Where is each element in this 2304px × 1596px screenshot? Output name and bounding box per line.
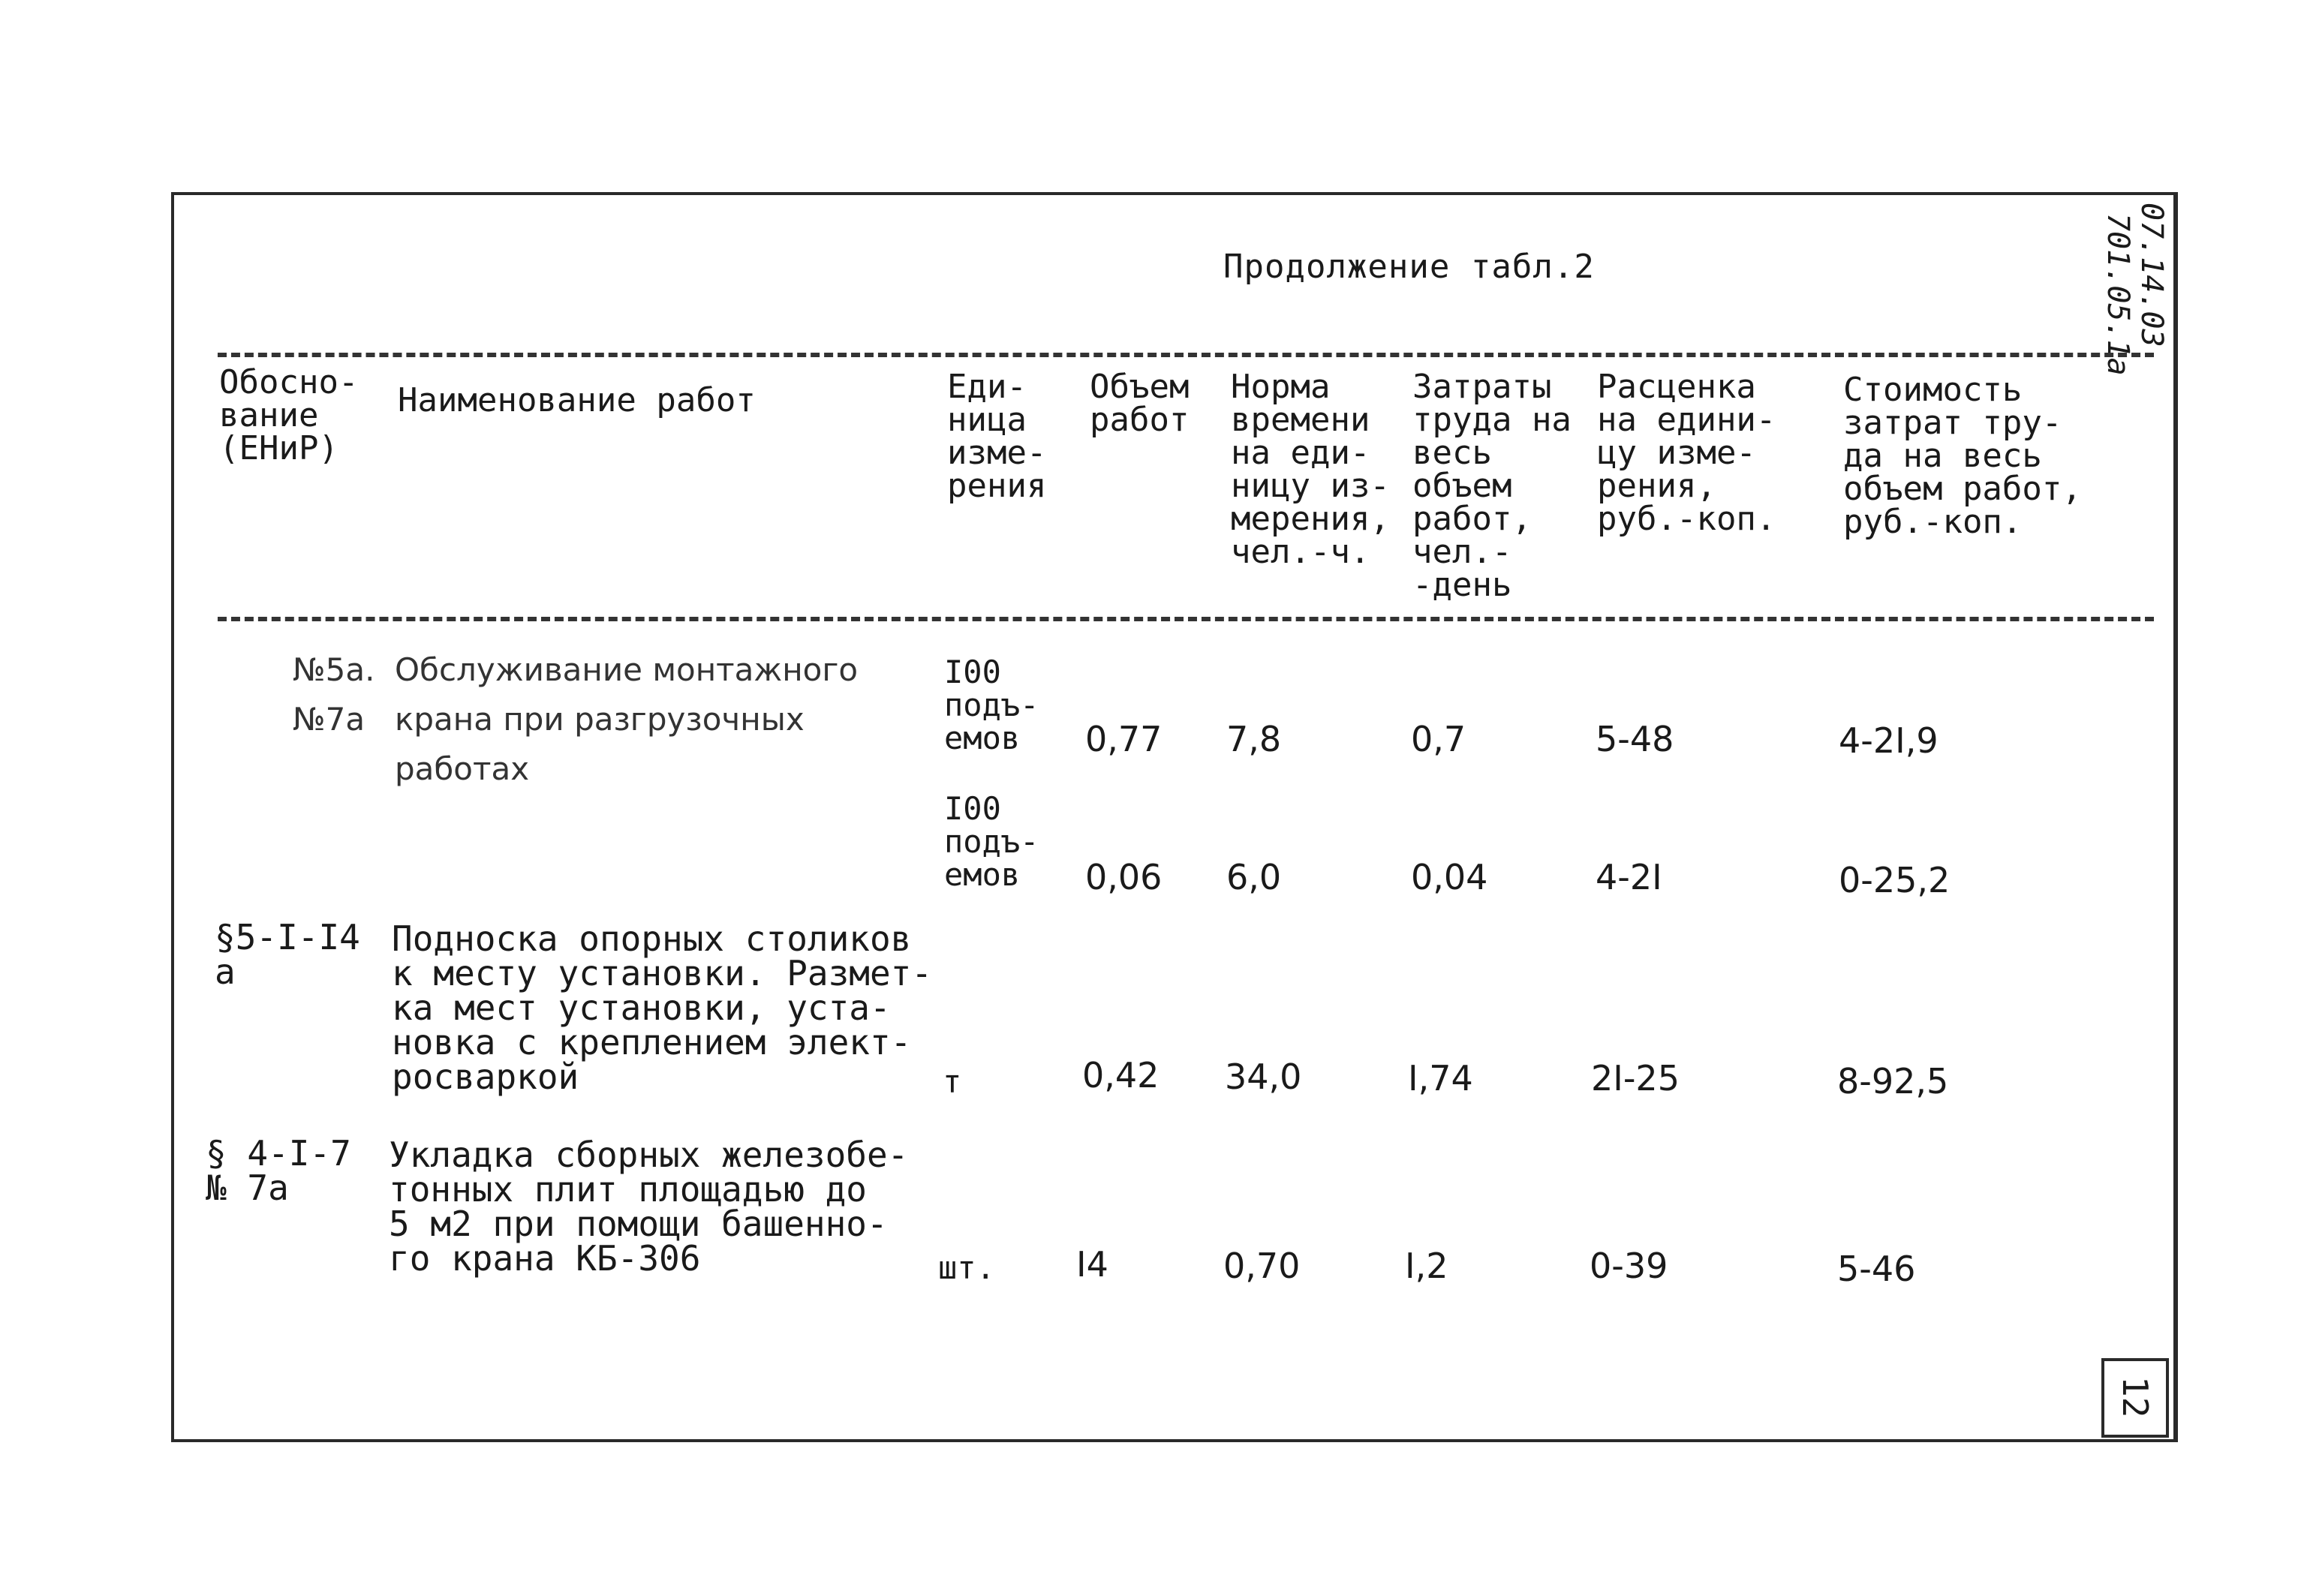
row-3-labor-cost: I,74 — [1408, 1058, 1473, 1099]
document-code-line-2: 701.05.1a — [2101, 213, 2135, 376]
header-bottom-divider — [218, 617, 2154, 621]
row-2-unit: I00 подъ- емов — [944, 790, 1039, 893]
document-code-line-1: 07.14.03 — [2134, 203, 2169, 347]
page-number: 12 — [2115, 1376, 2155, 1418]
table-caption: Продолжение табл.2 — [1223, 248, 1595, 286]
row-2-total-cost: 0-25,2 — [1839, 860, 1951, 900]
row-3-basis: §5-I-I4 a — [215, 917, 360, 992]
row-1-volume: 0,77 — [1085, 719, 1163, 759]
row-4-labor-cost: I,2 — [1405, 1246, 1448, 1286]
row-3-time-norm: 34,0 — [1225, 1056, 1302, 1097]
row-4-time-norm: 0,70 — [1223, 1246, 1301, 1286]
row-1-unit: I00 подъ- емов — [944, 654, 1039, 756]
row-1-labor-cost: 0,7 — [1411, 719, 1466, 759]
row-1-total-cost: 4-2I,9 — [1839, 720, 1939, 761]
row-4-basis: § 4-I-7 № 7а — [206, 1133, 351, 1208]
row-1-time-norm: 7,8 — [1226, 719, 1282, 759]
page-number-box — [2101, 1358, 2169, 1438]
row-3-total-cost: 8-92,5 — [1837, 1061, 1949, 1102]
row-3-volume: 0,42 — [1082, 1055, 1160, 1096]
header-top-divider — [218, 353, 2154, 357]
row-4-total-cost: 5-46 — [1837, 1249, 1916, 1289]
header-unit: Еди- ница изме- рения — [947, 368, 1047, 505]
row-1-unit-rate: 5-48 — [1596, 719, 1674, 759]
row-2-unit-rate: 4-2I — [1596, 857, 1662, 897]
header-labor-cost: Затраты труда на весь объем работ, чел.- -день — [1412, 368, 1572, 604]
header-time-norm: Норма времени на еди- ницу из- мерения, чел.-ч. — [1231, 368, 1390, 571]
row-4-unit-rate: 0-39 — [1590, 1246, 1668, 1286]
row-4-volume: I4 — [1076, 1244, 1108, 1285]
row-4-work-name: Укладка сборных железобе- тонных плит площадью до 5 м2 при помощи башенно- го крана КБ-306 — [389, 1135, 909, 1279]
row-4-unit: шт. — [938, 1249, 995, 1286]
row-2-volume: 0,06 — [1085, 857, 1163, 897]
header-total-cost: Стоимость затрат тру- да на весь объем работ, руб.-коп. — [1843, 371, 2082, 541]
row-2-labor-cost: 0,04 — [1411, 857, 1488, 897]
row-2-time-norm: 6,0 — [1226, 857, 1282, 897]
row-1-work-name: Обслуживание монтажного крана при разгрузочных работах — [395, 651, 859, 787]
row-3-unit: т — [943, 1063, 962, 1100]
row-3-work-name: Подноска опорных столиков к месту установки. Размет- ка мест установки, уста- новка с креплением элект- росваркой — [392, 918, 933, 1097]
row-3-unit-rate: 2I-25 — [1591, 1058, 1680, 1099]
row-1-basis: №5а. №7а — [293, 651, 375, 738]
header-work-name: Наименование работ — [398, 381, 756, 419]
header-unit-rate: Расценка на едини- цу изме- рения, руб.-коп. — [1597, 368, 1776, 538]
header-volume: Объем работ — [1090, 368, 1190, 439]
header-basis: Обосно- вание (ЕНиР) — [219, 363, 359, 467]
